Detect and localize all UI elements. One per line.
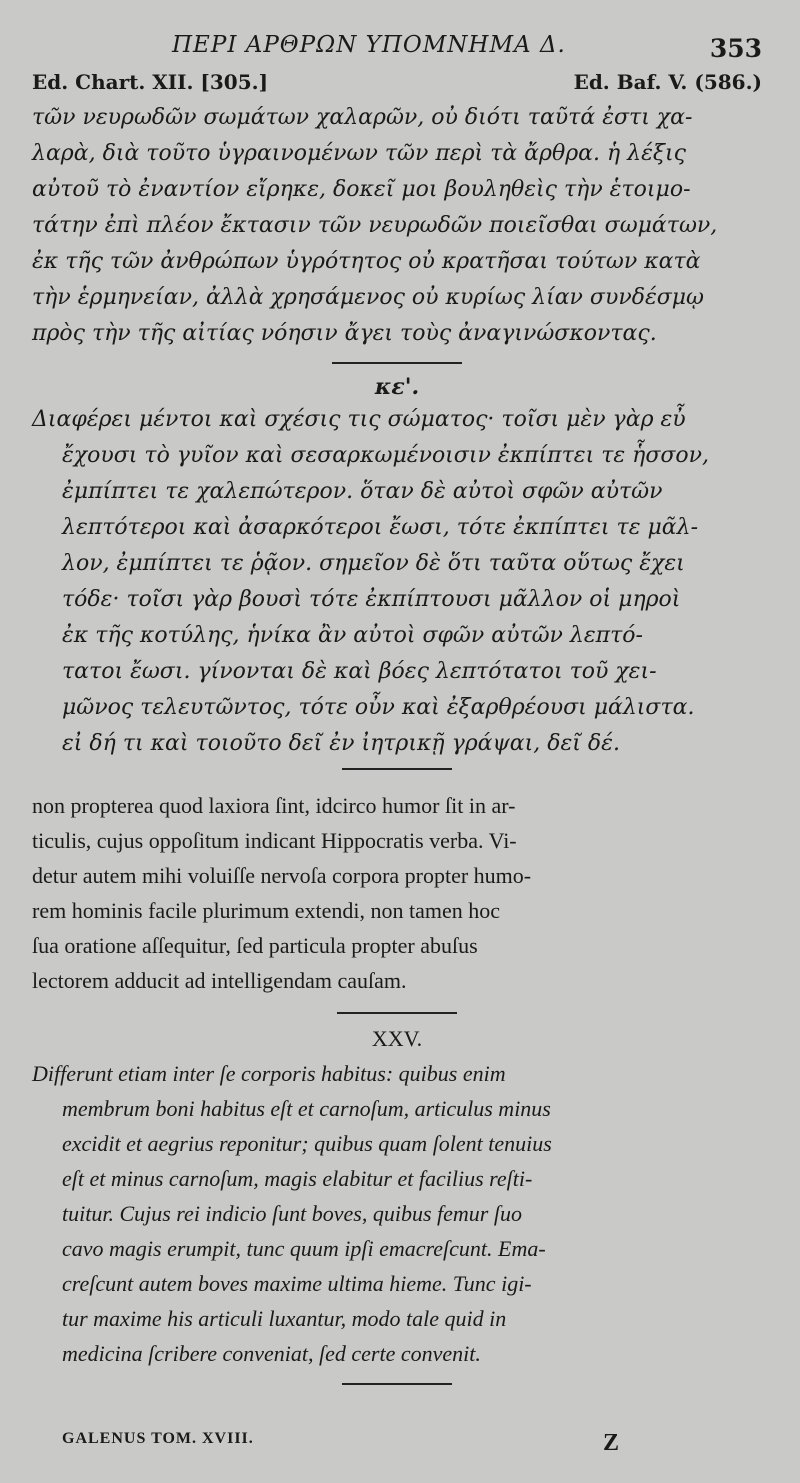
- edition-reference-line: [32, 70, 762, 100]
- text-line: λεπτότεροι καὶ ἀσαρκότεροι ἔωσι, τότε ἐκπίπτει τε μᾶλ-: [62, 515, 699, 540]
- text-line: membrum boni habitus eſt et carnoſum, articulus minus: [62, 1096, 551, 1121]
- edition-reference-left: Ed. Chart. XII. [305.]: [32, 70, 269, 94]
- text-line: tur maxime his articuli luxantur, modo tale quid in: [62, 1306, 507, 1331]
- running-head: [32, 28, 762, 68]
- text-line: πρὸς τὴν τῆς αἰτίας νόησιν ἄγει τοὺς ἀναγινώσκοντας.: [32, 321, 657, 346]
- text-line: tuitur. Cujus rei indicio ſunt boves, quibus femur ſuo: [62, 1201, 522, 1226]
- greek-section-number: κε'.: [374, 374, 420, 400]
- text-line: ἐμπίπτει τε χαλεπώτερον. ὅταν δὲ αὐτοὶ σφῶν αὐτῶν: [62, 479, 663, 504]
- text-line: excidit et aegrius reponitur; quibus quam ſolent tenuius: [62, 1131, 552, 1156]
- text-line: τόδε· τοῖσι γὰρ βουσὶ τότε ἐκπίπτουσι μᾶλλον οἱ μηροὶ: [62, 587, 681, 612]
- text-line: τάτην ἐπὶ πλέον ἔκτασιν τῶν νευρωδῶν ποιεῖσθαι σωμάτων,: [32, 213, 718, 238]
- text-line: λον, ἐμπίπτει τε ῥᾷον. σημεῖον δὲ ὅτι ταῦτα οὕτως ἔχει: [62, 551, 685, 576]
- text-line: ἐκ τῆς κοτύλης, ἡνίκα ἂν αὐτοὶ σφῶν αὐτῶν λεπτό-: [62, 623, 643, 648]
- text-line: detur autem mihi voluiſſe nervoſa corpora propter humo-: [32, 863, 532, 888]
- latin-section-number: XXV.: [371, 1026, 423, 1051]
- edition-reference-right: Ed. Baf. V. (586.): [573, 70, 762, 94]
- text-line: μῶνος τελευτῶντος, τότε οὖν καὶ ἐξαρθρέουσι μάλιστα.: [62, 695, 695, 720]
- text-line: Διαφέρει μέντοι καὶ σχέσις τις σώματος· τοῖσι μὲν γὰρ εὖ: [32, 407, 686, 432]
- running-title: ΠΕΡΙ ΑΡΘΡΩΝ ΥΠΟΜΝΗΜΑ Δ.: [172, 32, 566, 58]
- text-line: ἔχουσι τὸ γυῖον καὶ σεσαρκωμένοισιν ἐκπίπτει τε ἧσσον,: [62, 443, 709, 468]
- text-line: λαρὰ, διὰ τοῦτο ὑγραινομένων τῶν περὶ τὰ ἄρθρα. ἡ λέξις: [32, 141, 686, 166]
- section-divider: [342, 768, 452, 770]
- text-line: τῶν νευρωδῶν σωμάτων χαλαρῶν, οὐ διότι ταῦτά ἐστι χα-: [32, 105, 693, 130]
- page-number: 353: [709, 34, 762, 63]
- section-divider: [332, 362, 462, 364]
- footer-volume: GALENUS TOM. XVIII.: [62, 1430, 254, 1447]
- section-divider: [342, 1383, 452, 1385]
- latin-hippocrates-text: [32, 1056, 762, 1371]
- text-line: medicina ſcribere conveniat, ſed certe convenit.: [62, 1341, 481, 1366]
- text-line: Differunt etiam inter ſe corporis habitus: quibus enim: [32, 1061, 506, 1086]
- text-line: τατοι ἔωσι. γίνονται δὲ καὶ βόες λεπτότατοι τοῦ χει-: [62, 659, 657, 684]
- text-line: creſcunt autem boves maxime ultima hieme. Tunc igi-: [62, 1271, 532, 1296]
- text-line: rem hominis facile plurimum extendi, non tamen hoc: [32, 898, 500, 923]
- text-line: αὐτοῦ τὸ ἐναντίον εἴρηκε, δοκεῖ μοι βουληθεὶς τὴν ἑτοιμο-: [32, 177, 691, 202]
- greek-commentary: [32, 100, 762, 352]
- signature-mark: Z: [602, 1430, 620, 1456]
- greek-hippocrates-text: [32, 402, 762, 762]
- text-line: ticulis, cujus oppoſitum indicant Hippocratis verba. Vi-: [32, 828, 517, 853]
- text-line: lectorem adducit ad intelligendam cauſam.: [32, 968, 407, 993]
- text-line: ἐκ τῆς τῶν ἀνθρώπων ὑγρότητος οὐ κρατῆσαι τούτων κατὰ: [32, 249, 701, 274]
- text-line: eſt et minus carnoſum, magis elabitur et facilius reſti-: [62, 1166, 533, 1191]
- text-line: cavo magis erumpit, tunc quum ipſi emacreſcunt. Ema-: [62, 1236, 546, 1261]
- text-line: εἰ δή τι καὶ τοιοῦτο δεῖ ἐν ἰητρικῇ γράψαι, δεῖ δέ.: [62, 731, 620, 756]
- latin-commentary: [32, 788, 762, 998]
- text-line: τὴν ἑρμηνείαν, ἀλλὰ χρησάμενος οὐ κυρίως λίαν συνδέσμῳ: [32, 285, 704, 310]
- text-line: ſua oratione aſſequitur, ſed particula propter abuſus: [32, 933, 478, 958]
- text-line: non propterea quod laxiora ſint, idcirco humor ſit in ar-: [32, 793, 516, 818]
- page-footer: [62, 1430, 620, 1457]
- section-divider: [337, 1012, 457, 1014]
